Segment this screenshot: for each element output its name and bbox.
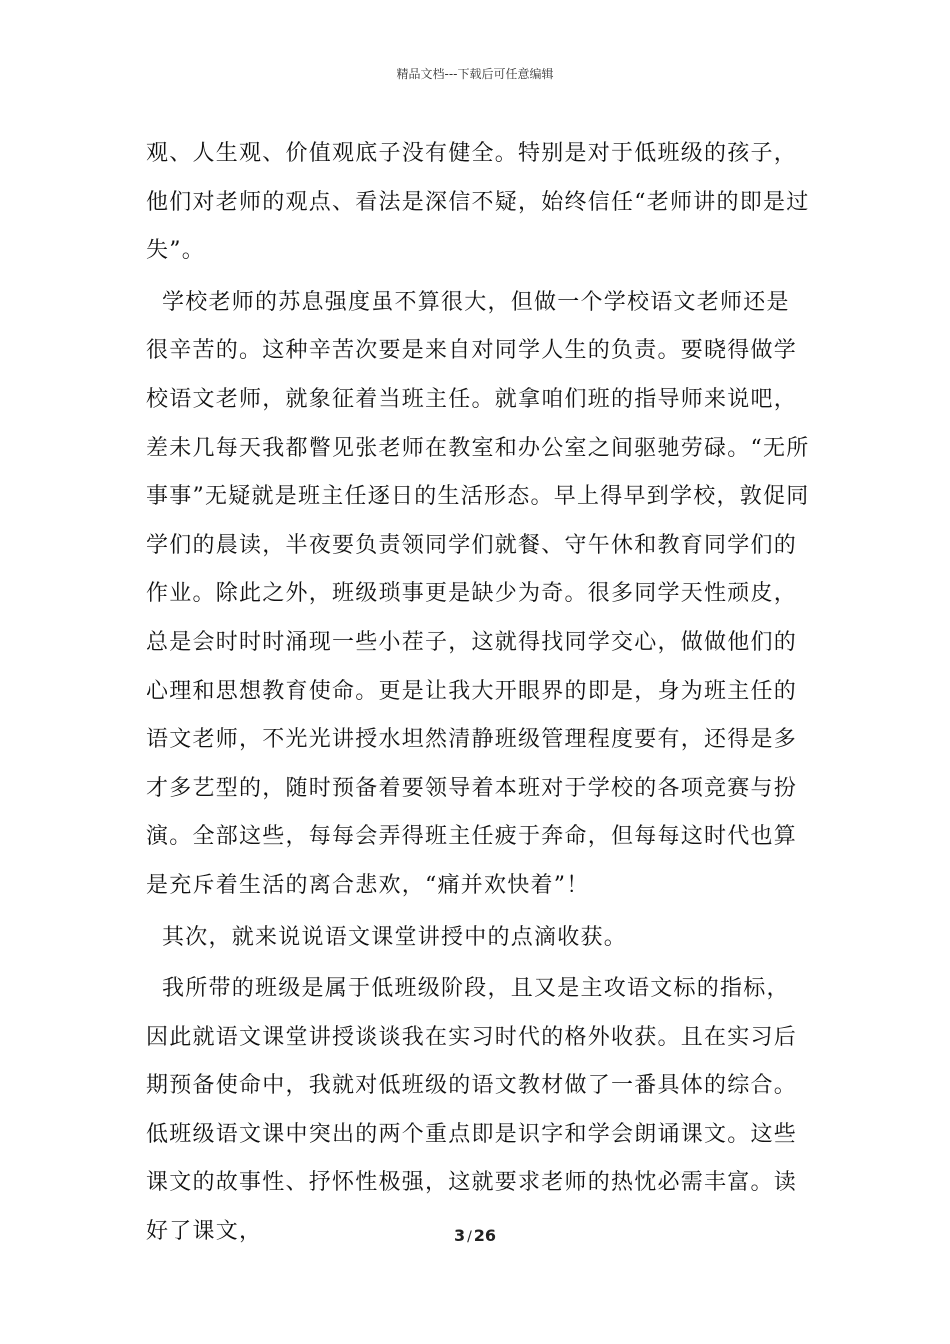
paragraph-1: 观、人生观、价值观底子没有健全。特别是对于低班级的孩子，他们对老师的观点、看法是深信不疑，始终信任“老师讲的即是过失”。: [146, 141, 810, 264]
page-header: 精品文档---下载后可任意编辑: [396, 67, 554, 81]
paragraph-3: 其次，就来说说语文课堂讲授中的点滴收获。: [162, 924, 628, 950]
current-page-number: 3: [453, 1226, 466, 1245]
total-pages-number: 26: [473, 1226, 497, 1245]
page-separator: /: [467, 1229, 472, 1245]
page-number: [0, 1226, 950, 1247]
paragraph-4: 我所带的班级是属于低班级阶段，且又是主攻语文标的指标，因此就语文课堂讲授谈谈我在实习时代的格外收获。且在实习后期预备使命中，我就对低班级的语文教材做了一番具体的综合。低班级语文课中突出的两个重点即是识字和学会朗诵课文。这些课文的故事性、抒怀性极强，这就要求老师的热忱必需丰富。读好了课文，: [146, 976, 798, 1245]
body-text: [146, 130, 810, 1260]
paragraph-2: 学校老师的苏息强度虽不算很大，但做一个学校语文老师还是很辛苦的。这种辛苦次要是来自对同学人生的负责。要晓得做学校语文老师，就象征着当班主任。就拿咱们班的指导师来说吧，差未几每天我都瞥见张老师在教室和办公室之间驱驰劳碌。“无所事事”无疑就是班主任逐日的生活形态。早上得早到学校，敦促同学们的晨读，半夜要负责领同学们就餐、守午休和教育同学们的作业。除此之外，班级琐事更是缺少为奇。很多同学天性顽皮，总是会时时时涌现一些小茬子，这就得找同学交心，做做他们的心理和思想教育使命。更是让我大开眼界的即是，身为班主任的语文老师，不光光讲授水坦然清静班级管理程度要有，还得是多才多艺型的，随时预备着要领导着本班对于学校的各项竞赛与扮演。全部这些，每每会弄得班主任疲于奔命，但每每这时代也算是充斥着生活的离合悲欢，“痛并欢快着”！: [146, 289, 810, 898]
